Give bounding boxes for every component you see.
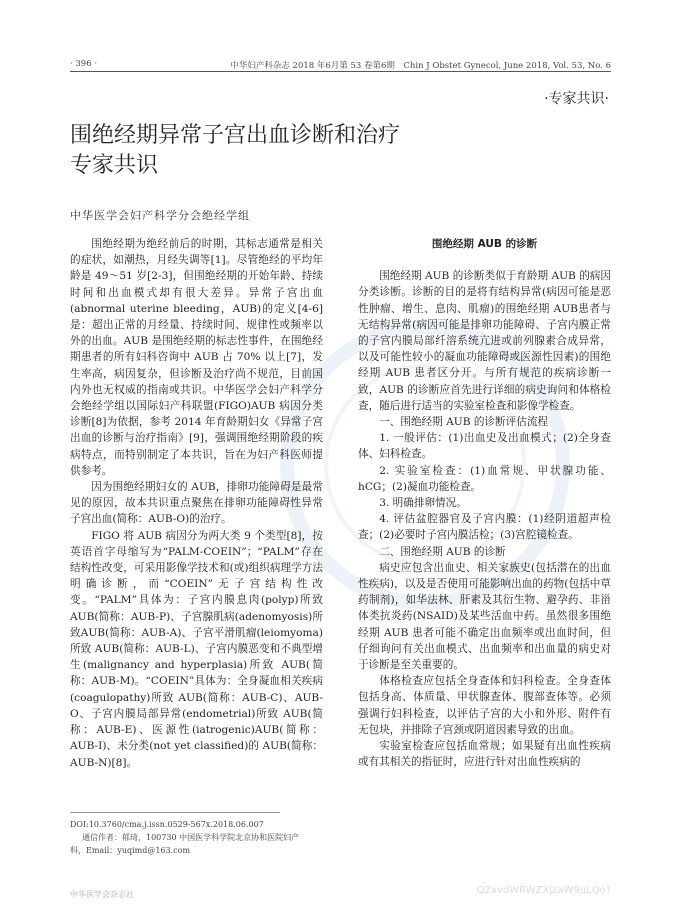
footnote-rule [70,812,280,813]
body-paragraph: 二、围绝经期 AUB 的诊断 [379,545,506,558]
correspondence-line-2: 科，Email：yuqimd@163.com [70,846,191,855]
doi: DOI:10.3760/cma.j.issn.0529-567x.2018.06.007 [70,820,264,829]
body-paragraph: 1. 一般评估：(1)出血史及出血模式；(2)全身查体、妇科检查。 [358,432,611,461]
article-title [70,121,400,181]
body-paragraph: 4. 评估盆腔器官及子宫内膜：(1)经阴道超声检查；(2)必要时子宫内膜活检；(3)宫腔镜检查。 [358,513,611,542]
running-header: 中华妇产科杂志 2018 年6月第 53 卷第6期 Chin J Obstet Gynecol, June 2018, Vol. 53, No. 6 [230,61,611,71]
body-paragraph: 3. 明确排卵情况。 [379,497,467,510]
publisher-watermark: 中华医学会杂志社 [70,890,134,899]
column-label: ·专家共识· [544,91,609,107]
body-paragraph: 实验室检查应包括血常规；如果疑有出血性疾病或有其相关的指征时，应进行针对出血性疾病的 [358,740,611,769]
cloud-version-watermark: Q2xvdWRWZXJzaW9uLQo? [476,885,611,896]
footnote [70,818,340,857]
title-line-2: 专家共识 [70,153,159,178]
body-paragraph: 病史应包含出血史、相关家族史(包括潜在的出血性疾病)，以及是否使用可能影响出血的药物(包括中草药制剂)，如华法林、肝素及其衍生物、避孕药、非甾体类抗炎药(NSAID)及某些活血中药。虽然很多围绝经期 AUB 患者可能不确定出血频率或出血时间，但仔细询问有关出血模式、出血频率和出血量的病史对于诊断是至关重要的。 [358,561,611,672]
right-column-body [358,268,611,770]
left-column [70,236,323,771]
page-number: · 396 · [70,59,98,69]
author-group: 中华医学会妇产科学分会绝经学组 [70,209,250,222]
title-line-1: 围绝经期异常子宫出血诊断和治疗 [70,123,401,148]
body-paragraph: 围绝经期为绝经前后的时期，其标志通常是相关的症状，如潮热，月经失调等[1]。尽管绝经的平均年龄是 49～51 岁[2-3]，但围绝经期的开始年龄、持续时间和出血模式却有很大差异。异常子宫出血(abnormal uterine bleeding，AUB)的定义[4-6]是：超出正常的月经量、持续时间、规律性或频率以外的出血。AUB 是围绝经期的标志性事件，在围绝经期患者的所有妇科咨询中 AUB 占 70% 以上[7]，发生率高，病因复杂，但诊断及治疗尚不规范，目前国内外也无权威的指南或共识。中华医学会妇产科学分会绝经学组以国际妇产科联盟(FIGO)AUB 病因分类诊断[8]为依据，参考 2014 年育龄期妇女《异常子宫出血的诊断与治疗指南》[9]，强调围绝经期阶段的疾病特点，而特别制定了本共识，旨在为妇产科医师提供参考。 [70,238,323,477]
body-paragraph: 2. 实验室检查：(1)血常规、甲状腺功能、hCG；(2)凝血功能检查。 [358,464,611,493]
body-paragraph: 围绝经期 AUB 的诊断类似于育龄期 AUB 的病因分类诊断。诊断的目的是将有结构异常(病因可能是恶性肿瘤、增生、息肉、肌瘤)的围绝经期 AUB患者与无结构异常(病因可能是排卵功能障碍、子宫内膜正常的子宫内膜局部纤溶系统亢进或前列腺素合成异常，以及可能性较小的凝血功能障碍或医源性因素)的围绝经期 AUB 患者区分开。与所有规范的疾病诊断一致，AUB 的诊断应首先进行详细的病史询问和体格检查，随后进行适当的实验室检查和影像学检查。 [358,270,611,412]
body-paragraph: 体格检查应包括全身查体和妇科检查。全身查体包括身高、体质量、甲状腺查体、腹部查体等。必须强调行妇科检查，以评估子宫的大小和外形、附件有无包块，并排除子宫颈或阴道因素导致的出血。 [358,675,611,736]
right-column [358,236,611,771]
body-paragraph: 因为围绝经期妇女的 AUB，排卵功能障碍是最常见的原因，故本共识重点聚焦在排卵功能障碍性异常子宫出血(简称：AUB-O)的治疗。 [70,481,323,526]
body-paragraph: FIGO 将 AUB 病因分为两大类 9 个类型[8]，按英语首字母缩写为“PALM-COEIN”；“PALM”存在结构性改变，可采用影像学技术和(或)组织病理学方法明确诊断，而“COEIN”无子宫结构性改变。“PALM”具体为：子宫内膜息肉(polyp)所致 AUB(简称：AUB-P)、子宫腺肌病(adenomyosis)所致AUB(简称：AUB-A)、子宫平滑肌瘤(leiomyoma)所致 AUB(简称：AUB-L)、子宫内膜恶变和不典型增生(malignancy and hyperplasia)所致 AUB(简称：AUB-M)。“COEIN”具体为：全身凝血相关疾病(coagulopathy)所致 AUB(简称：AUB-C)、AUB-O、子宫内膜局部异常(endometrial)所致 AUB(简称：AUB-E)、医源性(iatrogenic)AUB(简称：AUB-I)、未分类(not yet classified)的 AUB(简称：AUB-N)[8]。 [70,529,323,769]
body-paragraph: 一、围绝经期 AUB 的诊断评估流程 [379,416,549,429]
section-heading-diagnosis: 围绝经期 AUB 的诊断 [431,238,538,250]
header-rule [70,71,611,72]
correspondence-line-1: 通信作者：郁琦，100730 中国医学科学院北京协和医院妇产 [82,833,300,842]
